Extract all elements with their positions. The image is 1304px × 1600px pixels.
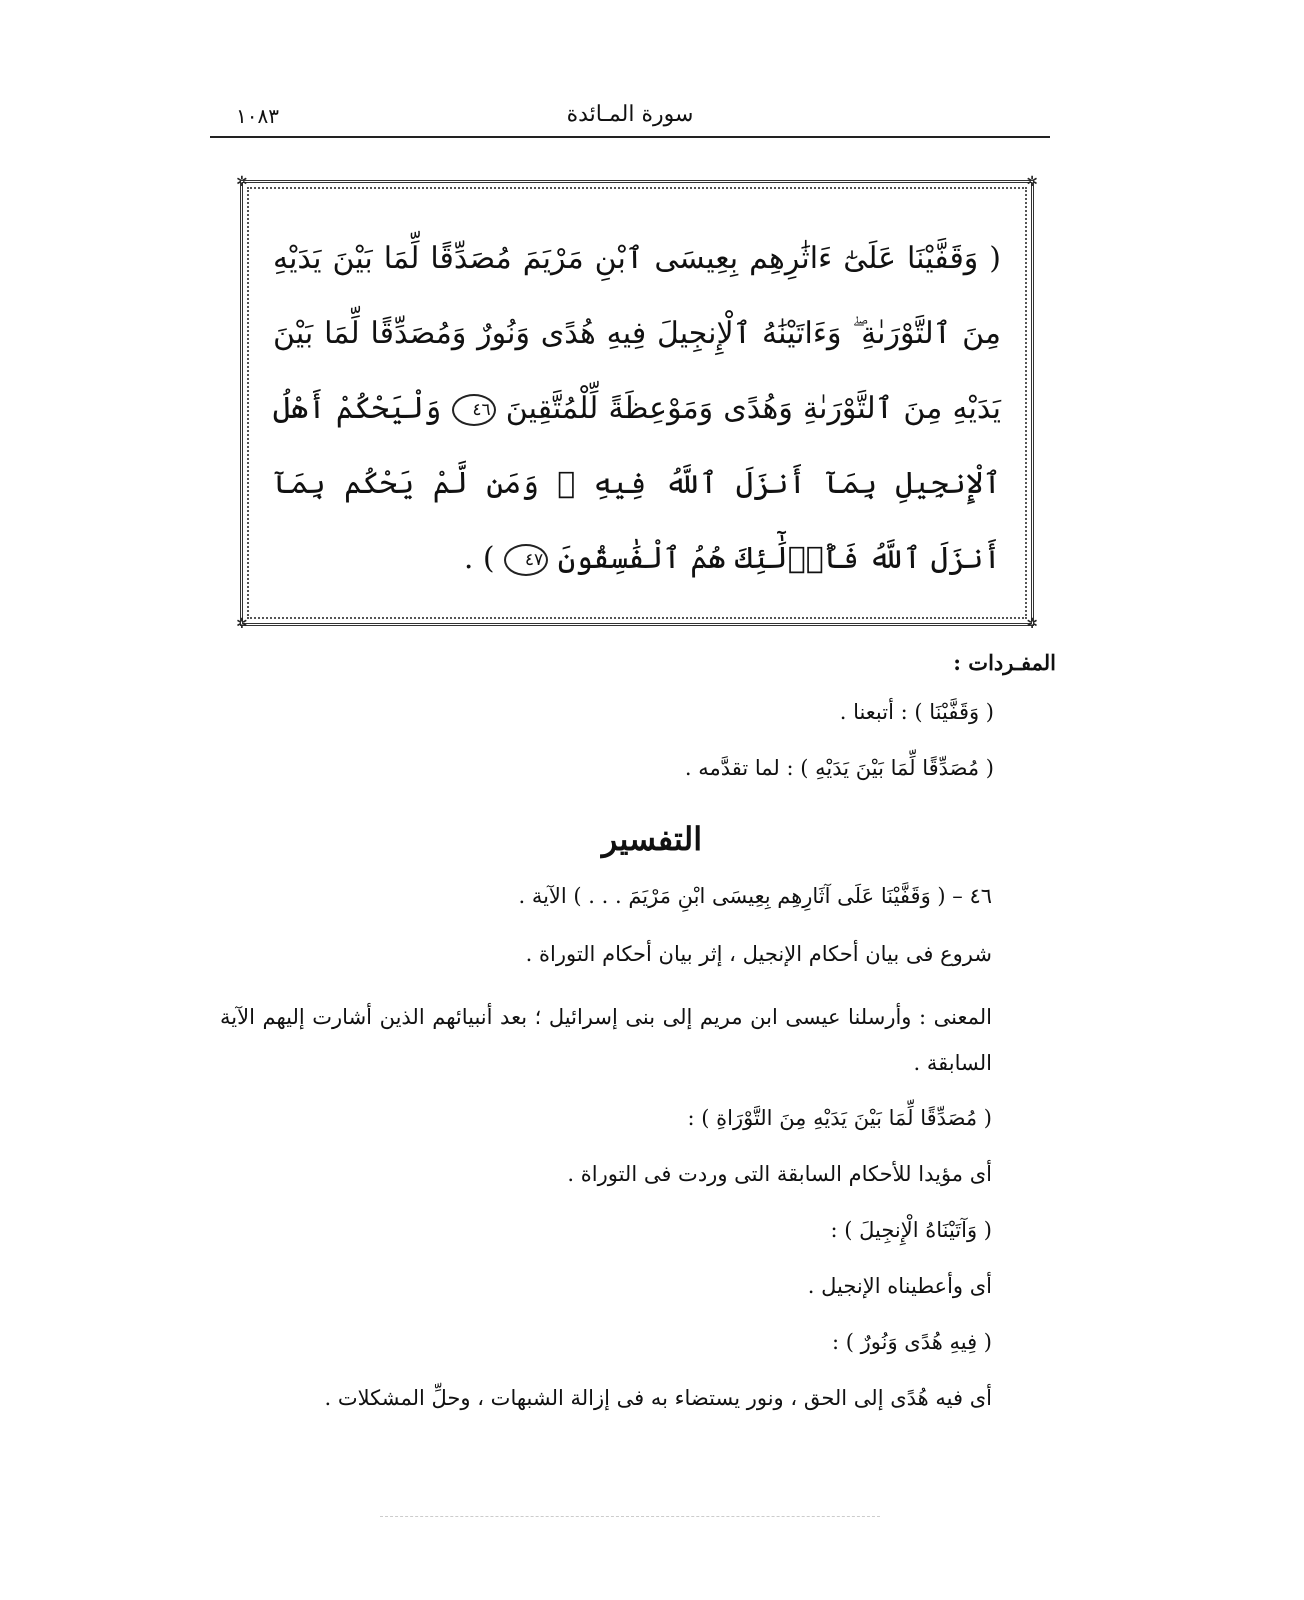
tafsir-line: شروع فى بيان أحكام الإنجيل ، إثر بيان أحكام التوراة .	[525, 942, 992, 966]
frame-corner-ornament: ✲	[1026, 616, 1038, 632]
vocabulary-item: ( وَقَفَّيْنَا ) : أتبعنا .	[839, 700, 994, 724]
tafsir-line: ٤٦ – ( وَقَفَّيْنَا عَلَى آثَارِهِم بِعِيسَى ابْنِ مَرْيَمَ . . . ) الآية .	[518, 884, 992, 908]
frame-corner-ornament: ✲	[1026, 174, 1038, 190]
ayah-number-marker: ٤٧	[504, 544, 548, 576]
quoted-phrase: ( فِيهِ هُدًى وَنُورٌ ) :	[832, 1330, 992, 1354]
quran-verse-text	[273, 221, 1001, 596]
tafsir-heading: التفسير	[601, 820, 703, 858]
bottom-rule	[380, 1516, 880, 1517]
ayah-number-marker: ٤٦	[452, 394, 496, 426]
phrase-explanation: أى مؤيدا للأحكام السابقة التى وردت فى التوراة .	[567, 1162, 992, 1186]
verse-frame	[236, 174, 1038, 632]
frame-corner-ornament: ✲	[236, 616, 248, 632]
page-number: ١٠٨٣	[236, 104, 279, 128]
running-title: سورة المـائدة	[566, 102, 694, 127]
verse-text-part: وَلْيَحْكُمْ أَهْلُ ٱلْإِنجِيلِ بِمَآ أَنزَلَ ٱللَّهُ فِيهِ ۚ وَمَن لَّمْ يَحْكُم بِمَآ أَنزَلَ ٱللَّهُ فَأُو۟لَٰٓئِكَ هُمُ ٱلْفَٰسِقُونَ	[273, 391, 1001, 576]
vocabulary-heading: المفـردات :	[953, 650, 1056, 675]
meaning-paragraph: المعنى : وأرسلنا عيسى ابن مريم إلى بنى إسرائيل ؛ بعد أنبيائهم الذين أشارت إليهم الآية السابقة .	[220, 1005, 992, 1075]
phrase-explanation: أى وأعطيناه الإنجيل .	[807, 1274, 992, 1298]
vocabulary-item: ( مُصَدِّقًا لِّمَا بَيْنَ يَدَيْهِ ) : لما تقدَّمه .	[684, 756, 994, 780]
phrase-explanation: أى فيه هُدًى إلى الحق ، ونور يستضاء به فى إزالة الشبهات ، وحلِّ المشكلات .	[324, 1386, 992, 1410]
verse-text-part: ( وَقَفَّيْنَا عَلَىٰٓ ءَاثَٰرِهِم بِعِيسَى ٱبْنِ مَرْيَمَ مُصَدِّقًا لِّمَا بَيْنَ يَدَيْهِ مِنَ ٱلتَّوْرَىٰةِ ۖ وَءَاتَيْنَٰهُ ٱلْإِنجِيلَ فِيهِ هُدًى وَنُورٌ وَمُصَدِّقًا لِّمَا بَيْنَ يَدَيْهِ مِنَ ٱلتَّوْرَىٰةِ وَهُدًى وَمَوْعِظَةً لِّلْمُتَّقِينَ	[273, 241, 1001, 426]
quoted-phrase: ( مُصَدِّقًا لِّمَا بَيْنَ يَدَيْهِ مِنَ التَّوْرَاةِ ) :	[687, 1106, 992, 1130]
verse-closing: ) .	[463, 541, 495, 576]
page-header	[210, 100, 1050, 138]
quoted-phrase: ( وَآتَيْنَاهُ الْإِنجِيلَ ) :	[830, 1218, 992, 1242]
frame-corner-ornament: ✲	[236, 174, 248, 190]
